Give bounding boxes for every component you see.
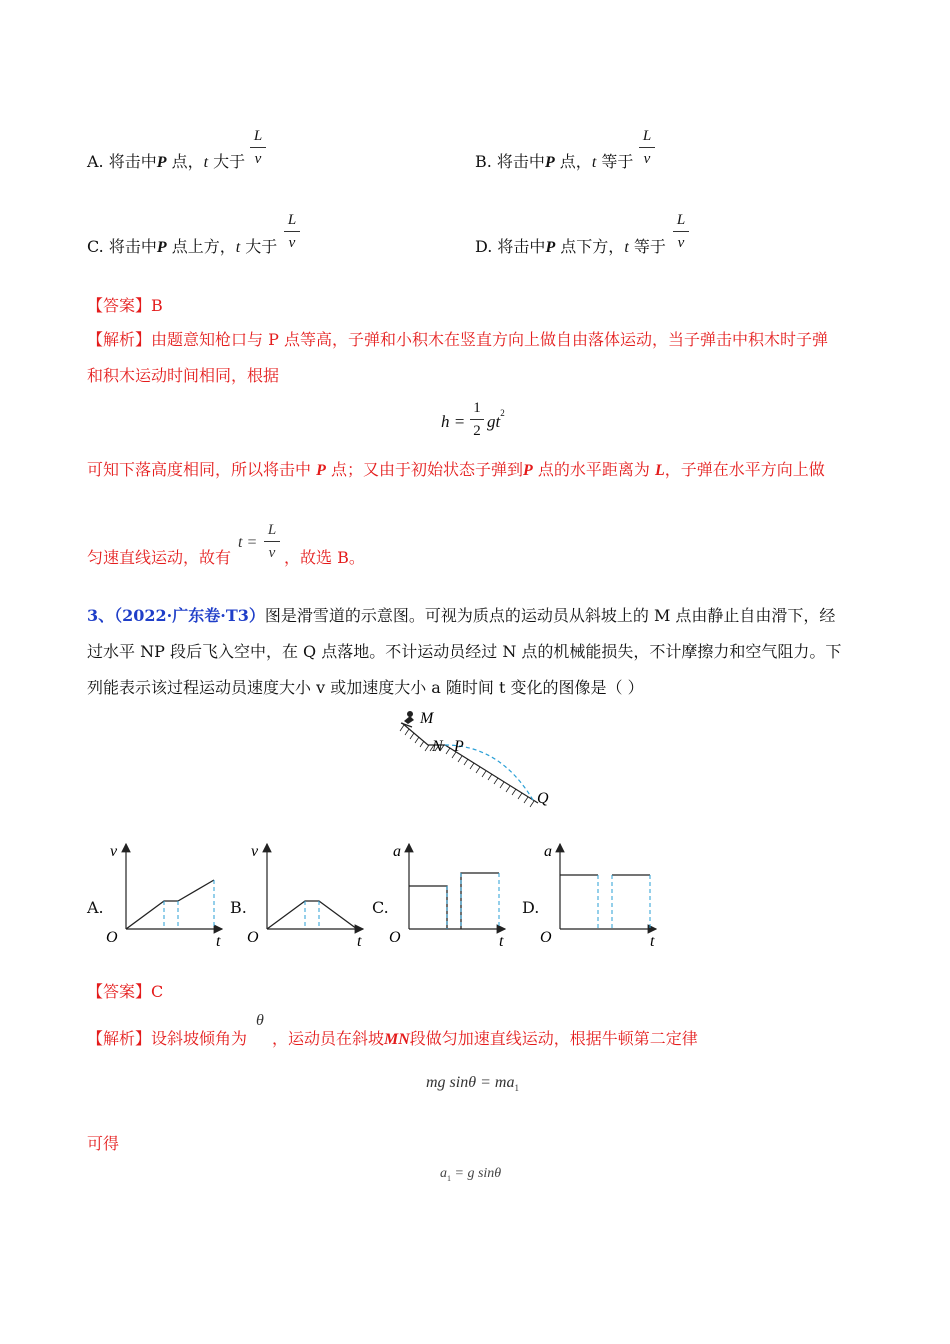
graph-a bbox=[104, 836, 229, 951]
formula-h-fraction: 1 2 bbox=[470, 400, 484, 439]
graph-a-ylabel: v bbox=[110, 843, 118, 860]
graph-a-label[interactable]: A. bbox=[87, 898, 104, 917]
graph-d-label[interactable]: D. bbox=[522, 898, 540, 917]
option-a-fraction: L v bbox=[250, 128, 266, 167]
graph-b bbox=[245, 836, 370, 951]
answer-1: 【答案】B bbox=[87, 296, 163, 315]
graph-c-origin: O bbox=[389, 929, 401, 946]
diagram-label-m: M bbox=[420, 710, 434, 727]
graph-c-segment1 bbox=[409, 886, 447, 929]
skier-icon bbox=[401, 711, 414, 727]
graph-b-xlabel: t bbox=[357, 933, 362, 950]
formula-t-fraction: L v bbox=[264, 522, 280, 561]
graph-b-origin: O bbox=[247, 929, 259, 946]
analysis-3-line1b: ，运动员在斜坡MN段做匀加速直线运动，根据牛顿第二定律 bbox=[272, 1029, 698, 1048]
analysis-1-line2: 和积木运动时间相同，根据 bbox=[87, 366, 280, 385]
graph-c-ylabel: a bbox=[393, 843, 401, 860]
analysis-1-line4a: 匀速直线运动，故有 bbox=[87, 548, 232, 567]
analysis-3-line1a: 【解析】设斜坡倾角为 bbox=[87, 1029, 248, 1048]
graph-d-ylabel: a bbox=[544, 843, 552, 860]
option-c-fraction: L v bbox=[284, 212, 300, 251]
ski-slope-diagram bbox=[390, 705, 570, 820]
analysis-1-line3: 可知下落高度相同，所以将击中 P 点；又由于初始状态子弹到P 点的水平距离为 L，子弹在水平方向上做 bbox=[87, 460, 825, 479]
graph-d-xlabel: t bbox=[650, 933, 655, 950]
slope-surface bbox=[402, 723, 538, 803]
analysis-1-line4b: ，故选 B。 bbox=[284, 548, 365, 567]
formula-h-rhs: $gt^2$ bbox=[487, 408, 505, 431]
question-3-line2: 过水平 NP 段后飞入空中，在 Q 点落地。不计运动员经过 N 点的机械能损失，不计摩擦力和空气阻力。下 bbox=[87, 642, 842, 661]
graph-a-origin: O bbox=[106, 929, 118, 946]
graph-d-origin: O bbox=[540, 929, 552, 946]
option-a[interactable]: A. 将击中P 点，t 大于 bbox=[87, 152, 246, 171]
graph-b-label[interactable]: B. bbox=[230, 898, 247, 917]
graph-c bbox=[387, 836, 512, 951]
diagram-label-q: Q bbox=[537, 790, 549, 807]
graph-b-curve bbox=[267, 901, 357, 929]
diagram-label-p: P bbox=[454, 738, 464, 755]
graph-d bbox=[538, 836, 663, 951]
answer-3: 【答案】C bbox=[87, 982, 164, 1001]
option-b-fraction: L v bbox=[639, 128, 655, 167]
formula-a1: $a_1 = g$ sinθ bbox=[440, 1166, 502, 1183]
analysis-1-line1: 【解析】由题意知枪口与 P 点等高，子弹和小积木在竖直方向上做自由落体运动，当子弹击中积木时子弹 bbox=[87, 330, 828, 349]
option-b[interactable]: B. 将击中P 点，t 等于 bbox=[475, 152, 634, 171]
diagram-label-n: N bbox=[432, 738, 443, 755]
option-c[interactable]: C. 将击中P 点上方，t 大于 bbox=[87, 237, 278, 256]
formula-newton: mg $\sin\theta = ma_1$ bbox=[426, 1074, 519, 1094]
option-d-fraction: L v bbox=[673, 212, 689, 251]
graph-c-segment2 bbox=[461, 873, 499, 929]
theta-symbol: θ bbox=[256, 1012, 264, 1029]
formula-t: t = bbox=[238, 534, 258, 551]
graph-b-ylabel: v bbox=[251, 843, 259, 860]
graph-a-xlabel: t bbox=[216, 933, 221, 950]
question-3-line1: 3、（2022·广东卷·T3）图是滑雪道的示意图。可视为质点的运动员从斜坡上的 M 点由静止自由滑下，经 bbox=[87, 606, 836, 625]
question-3-line3: 列能表示该过程运动员速度大小 v 或加速度大小 a 随时间 t 变化的图像是（ ） bbox=[87, 678, 644, 697]
formula-h: h = bbox=[441, 412, 466, 431]
graph-c-label[interactable]: C. bbox=[372, 898, 389, 917]
graph-a-curve bbox=[126, 880, 214, 929]
slope-hatching bbox=[400, 725, 534, 807]
option-d[interactable]: D. 将击中P 点下方，t 等于 bbox=[475, 237, 666, 256]
graph-c-xlabel: t bbox=[499, 933, 504, 950]
kede-label: 可得 bbox=[87, 1134, 120, 1153]
